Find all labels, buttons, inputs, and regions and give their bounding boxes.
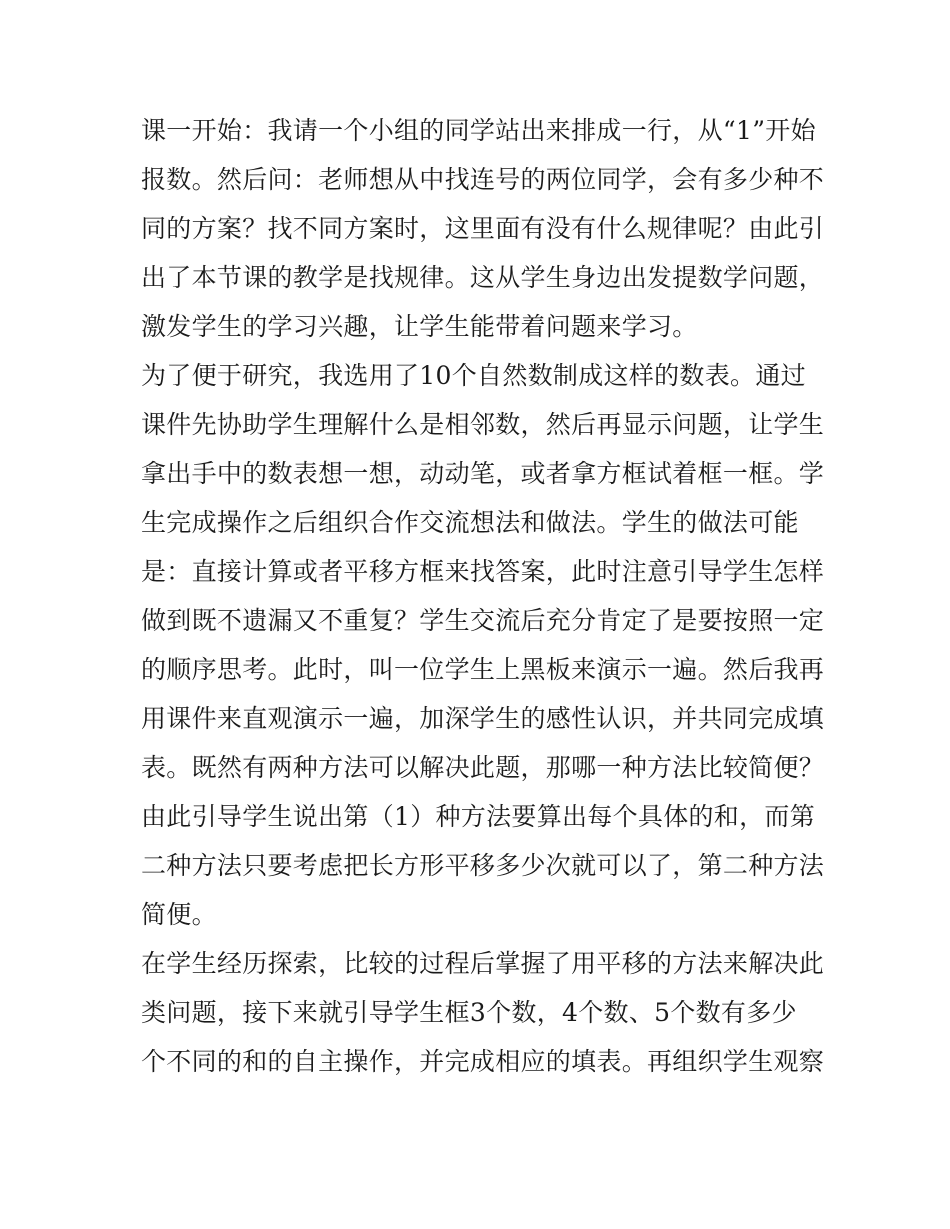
text-line: 用课件来直观演示一遍，加深学生的感性认识，并共同完成填	[141, 704, 825, 733]
text-line: 的顺序思考。此时，叫一位学生上黑板来演示一遍。然后我再	[141, 655, 825, 684]
text-line: 同的方案？找不同方案时，这里面有没有什么规律呢？由此引	[141, 214, 825, 243]
body-text	[141, 106, 825, 1086]
text-line: 课件先协助学生理解什么是相邻数，然后再显示问题，让学生	[141, 410, 825, 439]
text-line: 课一开始：我请一个小组的同学站出来排成一行，从“1”开始	[141, 116, 816, 145]
text-line: 报数。然后问：老师想从中找连号的两位同学，会有多少种不	[141, 165, 825, 194]
text-line: 类问题，接下来就引导学生框3个数，4个数、5个数有多少	[141, 998, 797, 1027]
text-line: 为了便于研究，我选用了10个自然数制成这样的数表。通过	[141, 361, 806, 390]
text-line: 是：直接计算或者平移方框来找答案，此时注意引导学生怎样	[141, 557, 825, 586]
text-line: 拿出手中的数表想一想，动动笔，或者拿方框试着框一框。学	[141, 459, 825, 488]
text-line: 由此引导学生说出第（1）种方法要算出每个具体的和，而第	[141, 802, 816, 831]
text-line: 激发学生的学习兴趣，让学生能带着问题来学习。	[141, 312, 698, 341]
text-line: 在学生经历探索，比较的过程后掌握了用平移的方法来解决此	[141, 949, 825, 978]
text-line: 个不同的和的自主操作，并完成相应的填表。再组织学生观察	[141, 1047, 825, 1076]
text-line: 简便。	[141, 900, 217, 929]
text-line: 二种方法只要考虑把长方形平移多少次就可以了，第二种方法	[141, 851, 825, 880]
text-line: 做到既不遗漏又不重复？学生交流后充分肯定了是要按照一定	[141, 606, 825, 635]
text-line: 生完成操作之后组织合作交流想法和做法。学生的做法可能	[141, 508, 799, 537]
text-line: 出了本节课的教学是找规律。这从学生身边出发提数学问题，	[141, 263, 825, 292]
text-line: 表。既然有两种方法可以解决此题，那哪一种方法比较简便？	[141, 753, 825, 782]
